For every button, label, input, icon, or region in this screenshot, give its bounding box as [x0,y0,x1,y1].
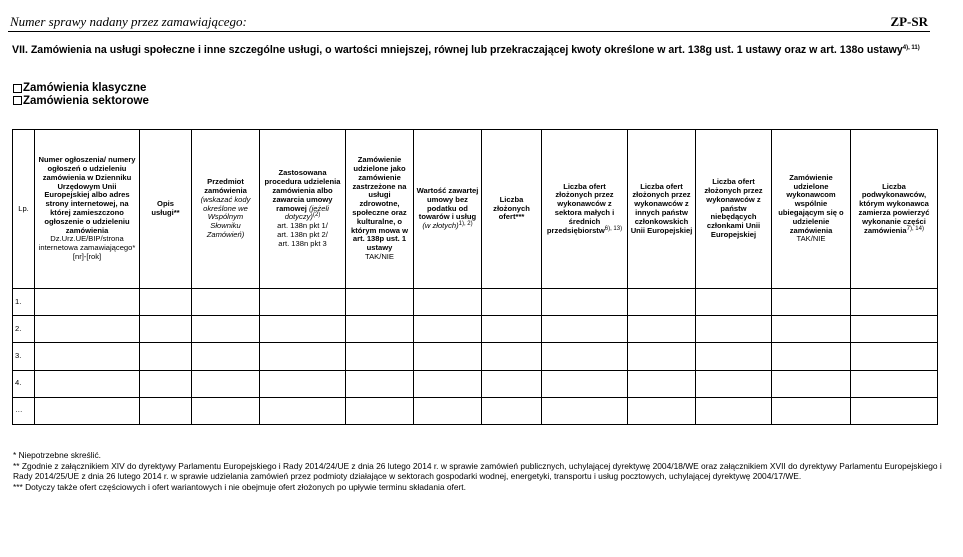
table-cell[interactable] [628,289,696,316]
table-cell[interactable] [35,370,140,397]
option-classic-label: Zamówienia klasyczne [23,82,147,94]
col-procedure [260,130,346,289]
table-cell[interactable] [628,343,696,370]
row-number: 2. [13,316,35,343]
option-classic[interactable] [13,82,149,95]
col-description [140,130,192,289]
table-cell[interactable] [414,370,482,397]
table-cell[interactable] [260,370,346,397]
col-value-footnote: 1), 2) [458,221,473,228]
table-cell[interactable] [628,316,696,343]
table-cell[interactable] [851,343,938,370]
option-sector[interactable] [13,95,149,108]
table-cell[interactable] [628,370,696,397]
document-header [8,14,930,32]
table-cell[interactable] [260,289,346,316]
row-number: … [13,397,35,424]
col-reserved-options: TAK/NIE [365,252,394,262]
col-subject-title: Przedmiot zamówienia [204,177,247,196]
contracts-table [12,129,938,425]
table-cell[interactable] [414,289,482,316]
table-row [13,397,938,424]
col-procedure-footnote: (2) [312,212,321,219]
col-offers [482,130,542,289]
col-subject [192,130,260,289]
col-subject-detail: (wskazać kody określone we Wspólnym Słowniku Zamówień) [200,194,251,240]
table-cell[interactable] [851,397,938,424]
table-cell[interactable] [772,370,851,397]
contract-type-options [13,82,149,107]
table-cell[interactable] [696,343,772,370]
table-cell[interactable] [35,343,140,370]
col-procedure-opt2: art. 138n pkt 2/ [277,230,328,240]
col-reserved [346,130,414,289]
table-cell[interactable] [260,343,346,370]
col-joint-options: TAK/NIE [796,234,826,244]
table-cell[interactable] [542,316,628,343]
table-cell[interactable] [346,397,414,424]
table-cell[interactable] [192,370,260,397]
table-row [13,343,938,370]
sector-checkbox[interactable] [13,96,22,105]
row-number: 4. [13,370,35,397]
table-cell[interactable] [140,397,192,424]
table-cell[interactable] [542,397,628,424]
col-notice-title: Numer ogłoszenia/ numery ogłoszeń o udzieleniu zamówienia w Dzienniku Urzędowym Unii Europejskiej albo adres strony internetowej, na której zamieszczono ogłoszenie o udzieleniu zamówienia [38,155,136,235]
col-description-label: Opis usługi** [151,199,180,218]
col-subcontract [851,130,938,289]
col-procedure-opt1: art. 138n pkt 1/ [277,221,328,231]
section-title-text: VII. Zamówienia na usługi społeczne i inne szczególne usługi, o wartości mniejszej, równej lub przekraczającej kwoty określone w art. 138g ust. 1 ustawy oraz w art. 138o ustawy [12,44,903,56]
table-cell[interactable] [851,370,938,397]
table-cell[interactable] [346,289,414,316]
table-cell[interactable] [696,370,772,397]
footnote: * Niepotrzebne skreślić. [13,450,101,460]
table-cell[interactable] [192,289,260,316]
col-sme-footnote: 6), 13) [604,225,623,232]
col-subcontract-label: Liczba podwykonawców, którym wykonawca zamierza powierzyć wykonanie części zamówienia [858,181,930,235]
table-cell[interactable] [140,289,192,316]
col-value-title: Wartość zawartej umowy bez podatku od towarów i usług [416,186,479,222]
table-cell[interactable] [482,289,542,316]
table-cell[interactable] [260,316,346,343]
col-non-eu-offers [696,130,772,289]
table-cell[interactable] [772,343,851,370]
table-cell[interactable] [542,343,628,370]
col-joint-title: Zamówienie udzielone wykonawcom wspólnie ubiegającym się o udzielenie zamówienia [778,172,844,235]
col-notice-detail: Dz.Urz.UE/BIP/strona internetowa zamawiającego* [nr]-[rok] [38,234,136,262]
col-procedure-note: (jeżeli dotyczy) [284,203,329,222]
col-sme-offers [542,130,628,289]
table-cell[interactable] [482,343,542,370]
col-non-eu-offers-label: Liczba ofert złożonych przez wykonawców z państw niebędących członkami Unii Europejskiej [704,177,763,240]
footnote: *** Dotyczy także ofert częściowych i ofert wariantowych i nie obejmuje ofert złożonych po upływie terminu składania ofert. [13,481,466,492]
table-cell[interactable] [628,397,696,424]
table-cell[interactable] [851,316,938,343]
row-number: 3. [13,343,35,370]
col-procedure-title: Zastosowana procedura udzielenia zamówienia albo zawarcia umowy ramowej [264,168,341,213]
table-row [13,289,938,316]
table-cell[interactable] [482,397,542,424]
col-reserved-title: Zamówienie udzielone jako zamówienie zastrzeżone na usługi zdrowotne, społeczne oraz kulturalne, o którym mowa w art. 138p ust. 1 ustawy [351,155,408,253]
table-cell[interactable] [192,316,260,343]
col-procedure-opt3: art. 138n pkt 3 [278,238,327,248]
table-cell[interactable] [346,370,414,397]
col-sme-offers-label: Liczba ofert złożonych przez wykonawców z sektora małych i średnich przedsiębiorstw [546,181,615,235]
table-cell[interactable] [35,397,140,424]
table-cell[interactable] [414,316,482,343]
classic-checkbox[interactable] [13,84,22,93]
table-cell[interactable] [140,343,192,370]
table-cell[interactable] [851,289,938,316]
table-cell[interactable] [772,289,851,316]
option-sector-label: Zamówienia sektorowe [23,94,149,107]
col-lp [13,130,35,289]
col-value [414,130,482,289]
table-cell[interactable] [542,289,628,316]
table-cell[interactable] [260,397,346,424]
table-row [13,316,938,343]
table-cell[interactable] [772,316,851,343]
table-header-row [13,130,938,289]
row-number: 1. [13,289,35,316]
table-cell[interactable] [140,316,192,343]
col-lp-label: Lp. [18,203,29,213]
table-cell[interactable] [35,316,140,343]
section-title-footnote: 4), 11) [902,45,920,51]
col-value-unit: (w złotych) [422,221,459,231]
table-cell[interactable] [482,316,542,343]
table-cell[interactable] [696,289,772,316]
table-cell[interactable] [696,316,772,343]
table-cell[interactable] [192,343,260,370]
table-cell[interactable] [414,343,482,370]
col-offers-label: Liczba złożonych ofert*** [493,194,530,222]
table-cell[interactable] [542,370,628,397]
col-eu-offers-label: Liczba ofert złożonych przez wykonawców z innych państw członkowskich Unii Europejskiej [630,181,693,235]
table-cell[interactable] [192,397,260,424]
table-cell[interactable] [772,397,851,424]
table-cell[interactable] [35,289,140,316]
table-cell[interactable] [346,343,414,370]
col-notice [35,130,140,289]
table-cell[interactable] [140,370,192,397]
case-number-label: Numer sprawy nadany przez zamawiającego: [10,14,247,29]
section-title [12,44,932,56]
table-cell[interactable] [414,397,482,424]
table-cell[interactable] [346,316,414,343]
table-cell[interactable] [696,397,772,424]
footnote: ** Zgodnie z załącznikiem XIV do dyrektywy Parlamentu Europejskiego i Rady 2014/24/UE z dnia 26 lutego 2014 r. w sprawie zamówień publicznych, uchylającej dyrektywę 2004/18/WE oraz załącznikiem XVII do dyrektywy Parlamentu Europejskiego i Rady 2014/25/UE z dnia 26 lutego 2014 r. w sprawie udzielania zamówień przez podmioty działające w sektorach gospodarki wodnej, energetyki, transportu i usług pocztowych, uchylającej dyrektywę 2004/17/WE. [13,460,942,482]
col-subcontract-footnote: 7), 14) [906,225,924,232]
table-cell[interactable] [482,370,542,397]
col-eu-offers [628,130,696,289]
footnotes [13,450,943,492]
table-row [13,370,938,397]
form-code: ZP-SR [890,14,928,29]
col-joint [772,130,851,289]
